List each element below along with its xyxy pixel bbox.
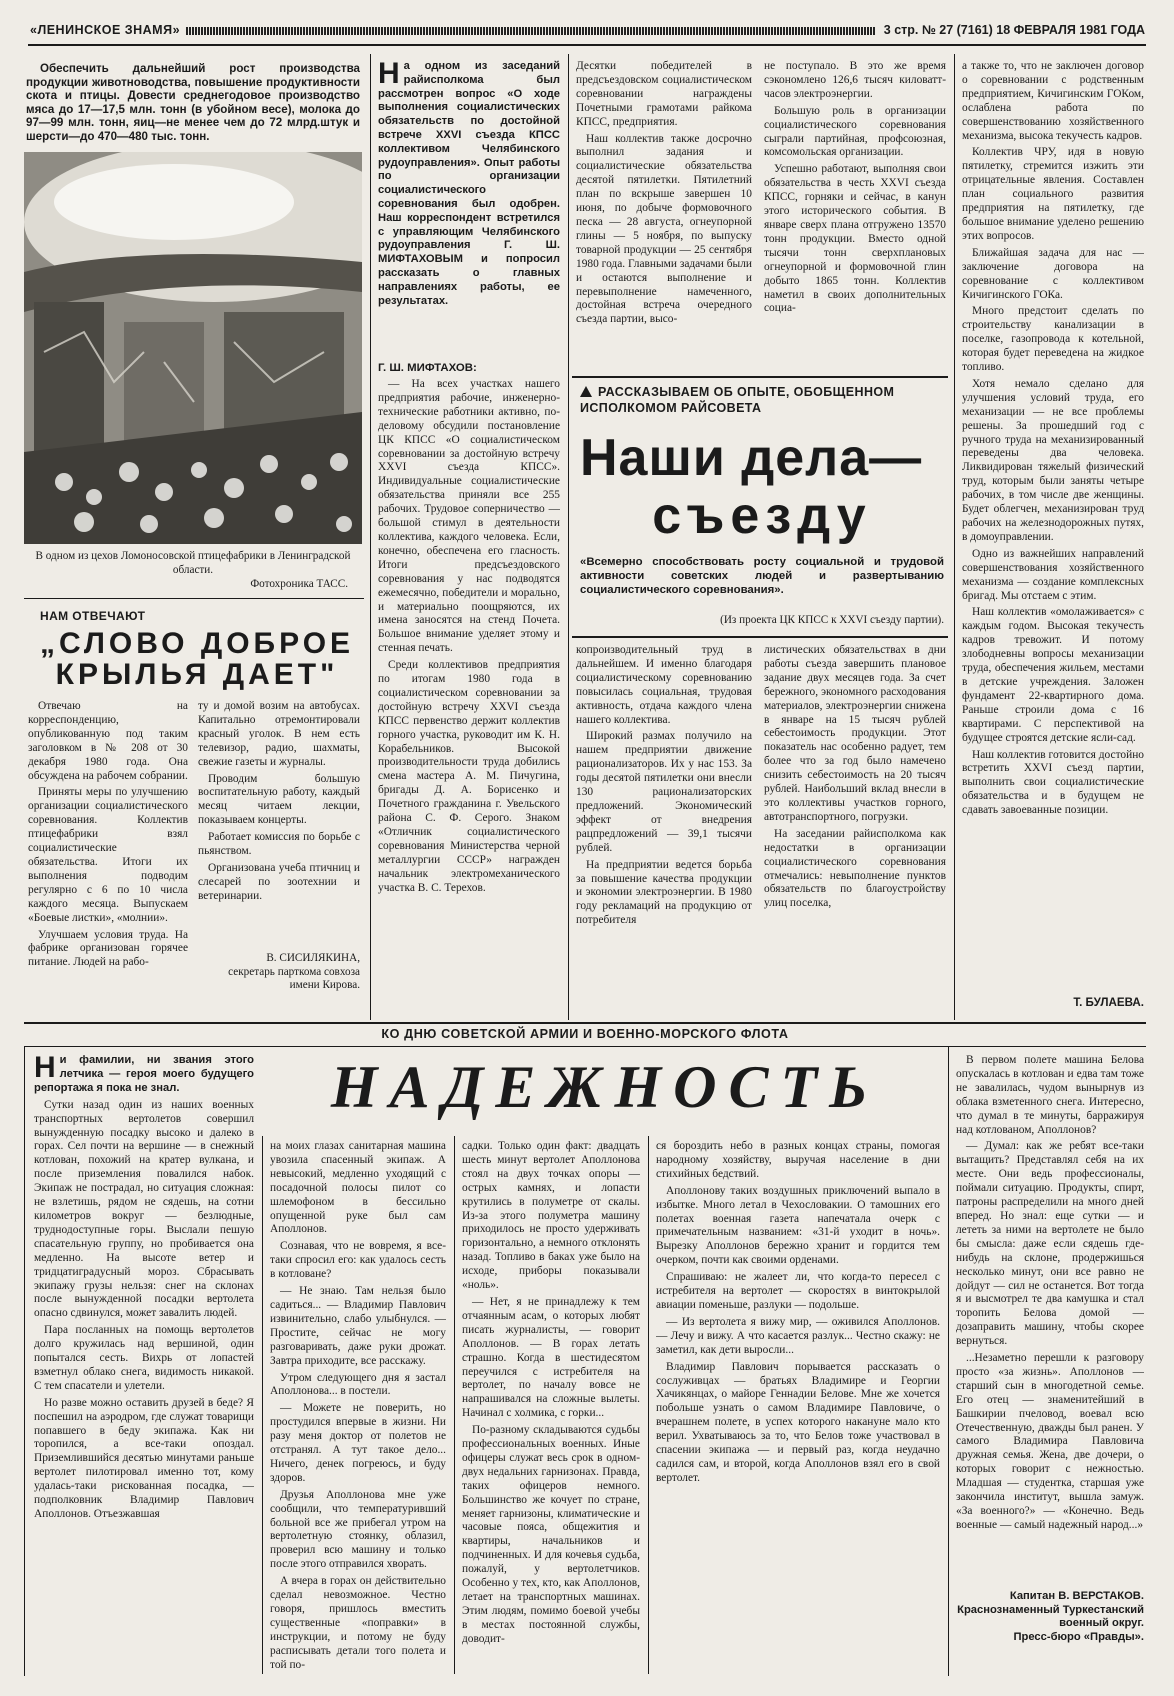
- interview-author: Т. БУЛАЕВА.: [1073, 996, 1144, 1009]
- headline-top-rule: [572, 376, 948, 378]
- text-paragraph: — Думал: как же ребят все-таки вытащить? Представлял себя на их месте. Они ведь профессионалы, поймали ситуацию. Продукты, спирт, патроны распределили на много дней вперед. Но знал: еще сутки — и лететь за ними на вертолете не было бы смысла: даже если сядешь где-нибудь на склоне, продержишься несколько минут, они все равно не дойдут — сил не останется. Вот тогда я и высмотрел те два камушка и стал торопить Белова домой — дозаправить машину, чтобы скорее вернуться.: [956, 1140, 1144, 1348]
- text-paragraph: Аполлонову таких воздушных приключений выпало в избытке. Много летал в Чехословакии. О тамошних его полетах военная газета напечатала очерк с примечательным названием: «31-й уходит в ночь». Вырезку Аполлонов бережно хранит и гордится тем очерком, почти как своими орденами.: [656, 1184, 940, 1267]
- text-paragraph: Широкий размах получило на нашем предприятии движение рационализаторов. Их у нас 153. За годы десятой пятилетки они внесли 130 рационализаторских предложений. Экономический эффект от внедрения рацпредложений — 39,1 тысячи рублей.: [576, 730, 752, 854]
- paper-name: «ЛЕНИНСКОЕ ЗНАМЯ»: [30, 23, 181, 37]
- text-paragraph: Работает комиссия по борьбе с пьянством.: [198, 831, 360, 858]
- headline-epigraph: «Всемерно способствовать росту социальной и трудовой активности советских людей и развертыванию социалистического соревнования».: [580, 556, 944, 596]
- army-banner: КО ДНЮ СОВЕТСКОЙ АРМИИ И ВОЕННО-МОРСКОГО ФЛОТА: [381, 1027, 789, 1041]
- triangle-icon: [580, 386, 592, 397]
- photo-image: [24, 152, 362, 544]
- otvechaem-column-2: [198, 700, 360, 914]
- text-paragraph: ...Незаметно перешли к разговору просто «за жизнь». Аполлонов — старший сын в многодетной семье. Его отец — знаменитейший в Башкирии пчеловод, воевал всю Отечественную, дважды был ранен. У самого Владимира Павловича дружная семья. Жена, две дочери, о которых говорит с нежностью. Младшая — студентка, старшая уже закончила институт, вышла замуж. «За военного?» — «Конечно. Ведь военные — самый надежный народ...»: [956, 1352, 1144, 1531]
- text-paragraph: — Можете не поверить, но простудился впервые в жизни. Ни разу меня доктор от полетов не отстранял. А тут такое дело... Ничего, денек погреюсь, и буду здоров.: [270, 1402, 446, 1484]
- interview-column-f: [962, 60, 1144, 992]
- text-paragraph: Много предстоит сделать по строительству канализации в поселке, газопровода к котельной, которая будет переведена на жидкое топливо.: [962, 305, 1144, 374]
- text-paragraph: Наш коллектив готовится достойно встретить XXVI съезд партии, выполнить свои социалистические обязательства и в будущем не сдавать завоеванные позиции.: [962, 748, 1144, 817]
- army-column-3: [462, 1140, 640, 1674]
- text-paragraph: на моих глазах санитарная машина увозила спасенный экипаж. А невысокий, медленно уходящий с посадочной полосы пилот со шлемофоном в бессильно опущенной руке был сам Аполлонов.: [270, 1140, 446, 1236]
- text-paragraph: Среди коллективов предприятия по итогам 1980 года в социалистическом соревновании за достойную встречу XXVI съезда КПСС первенство держит коллектив горного участка, руководит им К. Н. Корабельников. Высокой производительности труда добились смена мастера А. М. Пичугина, бригады Д. А. Борисенко и Почетного гражданина г. Увельского района С. Ф. Серого. Знаком «Отличник социалистического соревнования Министерства черной металлургии СССР» награжден начальник электромеханического участка В. С. Терехов.: [378, 659, 560, 894]
- text-paragraph: — Не знаю. Там нельзя было садиться... — Владимир Павлович извинительно, слабо улыбнулся. — Простите, сейчас не могу разговаривать, даже руки дрожат. Завтра приходите, все расскажу.: [270, 1285, 446, 1367]
- army-signature: [956, 1590, 1144, 1644]
- signature-name: Капитан В. ВЕРСТАКОВ.: [1009, 1590, 1144, 1602]
- text-paragraph: На заседании райисполкома как недостатки в организации социалистического соревнования отмечались: невыполнение пунктов обязательств по благоустройству улиц поселка,: [764, 827, 946, 910]
- text-paragraph: а также то, что не заключен договор о соревновании с родственным предприятием, Кичигинским ГОКом, ослаблена работа по совершенствованию хозяйственного механизма, высока текучесть кадров.: [962, 60, 1144, 142]
- signature-unit: Краснознаменный Туркестанский военный округ.: [957, 1603, 1144, 1630]
- text-paragraph: — Из вертолета я вижу мир, — оживился Аполлонов. — Лечу и вижу. А что касается разлук... Честно скажу: не заметил, как дети выросли...: [656, 1315, 940, 1356]
- army-column-4: [656, 1140, 940, 1674]
- text-paragraph: — Нет, я не принадлежу к тем отчаянным асам, о которых любят писать журналисты, — говорит Аполлонов. — В горах летать страшно. Когда в шестидесятом переучился с истребителя на вертолет, по началу вовсе не напрашивался на сложные вылеты. Начинал с холмика, с горки...: [462, 1295, 640, 1420]
- text-paragraph: На предприятии ведется борьба за повышение качества продукции и экономии электроэнергии. В 1980 году рекламаций на продукцию от потребителя: [576, 858, 752, 927]
- epigraph-source: (Из проекта ЦК КПСС к XXVI съезду партии).: [720, 614, 944, 626]
- text-paragraph: Наш коллектив «омолаживается» с каждым годом. Высокая текучесть кадров тревожит. И потому злободневны вопросы механизации труда, обеспечения жильем, местами в детские учреждения. Заложен фундамент 22-квартирного дома. Раньше строили дома с 16 квартирами. С перспективой на будущее строятся детские ясли-сад.: [962, 606, 1144, 744]
- text-paragraph: Владимир Павлович порывается рассказать о сослуживцах — братьях Владимире и Георгии Хачикянцах, о майоре Геннадии Белове. Мне же хочется побольше узнать о самом Владимире Павловиче, о вчерашнем полете, в успех которого накануне мало кто верил. Ухватываюсь за то, что Белов тоже участвовал в спасении экипажа — и первый раз, когда неудачно садился сам, и второй, когда Аполлонов взял его в свой вертолет.: [656, 1360, 940, 1484]
- otvechaem-headline: „СЛОВО ДОБРОЕ КРЫЛЬЯ ДАЕТ": [39, 627, 355, 691]
- army-column-2: [270, 1140, 446, 1674]
- section-rule: [24, 598, 364, 599]
- photo-caption: В одном из цехов Ломоносовской птицефабрики в Ленинградской области.: [35, 550, 351, 576]
- section-divider: [24, 1046, 1146, 1047]
- text-paragraph: А вчера в горах он действительно сделал невозможное. Честно говоря, пришлось вместить существенные «поправки» в инструкции, и потому не буду расписывать детали того полета и той по-: [270, 1575, 446, 1671]
- frame-rule: [948, 1046, 949, 1676]
- text-paragraph: Отвечаю на корреспонденцию, опубликованную под таким заголовком в № 208 от 30 декабря 1980 года. Она обсуждена на рабочем собрании.: [28, 700, 188, 782]
- signature-role: секретарь парткома совхоза имени Кирова.: [228, 965, 360, 992]
- text-paragraph: ту и домой возим на автобусах. Капитально отремонтировали красный уголок. В нем есть телевизор, радио, шахматы, свежие газеты и журналы.: [198, 700, 360, 768]
- column-rule: [454, 1136, 455, 1674]
- text-paragraph: По-разному складываются судьбы профессиональных военных. Иные офицеры служат весь срок в одном-двух недальних гарнизонах. Правда, таких офицеров немного. Большинство же кочует по стране, меняет гарнизоны, климатические и часовые пояса, общежития и квартиры, начальников и подчиненных. И для кочевья судьба, пожалуй, у вертолетчиков. Особенно у тех, кто, как Аполлонов, летает на транспортных машинах. Этим людям, помимо боевой учебы в местах постоянной службы, доводит-: [462, 1424, 640, 1645]
- main-headline-line-1: Наши дела—: [580, 429, 923, 487]
- text-paragraph: Друзья Аполлонова мне уже сообщили, что температуривший больной все же прибегал утром на вертолетную стоянку, облазил, проверил всю машину и только после этого отправился хворать.: [270, 1488, 446, 1571]
- interview-column-c: [764, 60, 946, 370]
- text-paragraph: Пара посланных на помощь вертолетов долго кружилась над вершиной, один попытался сесть. Вихрь от лопастей взметнул облако снега, видимость никакой. С тем спасатели и улетели.: [34, 1324, 254, 1392]
- text-paragraph: не поступало. В это же время сэкономлено 126,6 тысяч киловатт-часов электроэнергии.: [764, 60, 946, 100]
- army-headline: НАДЕЖНОСТЬ: [330, 1054, 880, 1120]
- interview-column-a: [378, 378, 560, 1016]
- text-paragraph: копроизводительный труд в дальнейшем. И именно благодаря социалистическому соревнованию повысилась социальная, трудовая активность, отдача каждого члена нашего коллектива.: [576, 644, 752, 726]
- text-paragraph: Десятки победителей в предсъездовском социалистическом соревновании награждены Почетными грамотами райкома КПСС, предприятия.: [576, 60, 752, 128]
- main-headline-line-2: съезду: [652, 487, 872, 545]
- text-paragraph: ся бороздить небо в разных концах страны, помогая народному хозяйству, выручая население в дни стихийных бедствий.: [656, 1140, 940, 1180]
- party-quote-box: Обеспечить дальнейший рост производства продукции животноводства, повышение продуктивности скота и птицы. Довести среднегодовое производство мяса до 17—17,5 млн. тонн (в убойном весе), молока до 97—99 млн. тонн, яиц—не менее чем до 72 млрд.штук и шерсти—до 470—480 тыс. тонн.: [26, 62, 360, 143]
- interview-column-d: [576, 644, 752, 1016]
- text-paragraph: Большую роль в организации социалистического соревнования сыграли партийная, профсоюзная, комсомольская организации.: [764, 104, 946, 159]
- experience-rubric: [580, 384, 948, 416]
- interview-lead: [378, 60, 560, 358]
- text-paragraph: Улучшаем условия труда. На фабрике организован горячее питание. Людей на рабо-: [28, 928, 188, 969]
- intro-paragraph: [34, 1054, 254, 1096]
- text-paragraph: Ближайшая задача для нас — заключение договора на соревнование с коллективом Кичигинского ГОКа.: [962, 246, 1144, 301]
- text-paragraph: Спрашиваю: не жалеет ли, что когда-то пересел с истребителя на вертолет — скоростях в винтокрылой авиации поменьше, разлуки — подольше.: [656, 1271, 940, 1311]
- text-paragraph: Организована учеба птичниц и слесарей по зоотехнии и ветеринарии.: [198, 861, 360, 902]
- text-paragraph: Коллектив ЧРУ, идя в новую пятилетку, стремится изжить эти отрицательные явления. Составлен план социального развития предприятия на пятилетку, где большое внимание уделено решению этих вопросов.: [962, 146, 1144, 242]
- column-rule: [648, 1136, 649, 1674]
- frame-rule: [24, 1046, 25, 1676]
- column-rule: [568, 54, 569, 1020]
- text-paragraph: В первом полете машина Белова опускалась в котлован и едва там тоже не завалилась, чудом вынырнув из облака взметенного снега. Интересно, что думал в те минуты, барражируя над котлованом, Аполлонов?: [956, 1054, 1144, 1136]
- section-divider: [24, 1022, 1146, 1024]
- interview-speaker: Г. Ш. МИФТАХОВ:: [378, 362, 477, 374]
- text-paragraph: листических обязательствах в дни работы съезда завершить плановое задание двух месяцев года. За счет бережного, экономного расходования материалов, электроэнергии снижена в январе на 15 тысяч рублей себестоимость продукции. Этот показатель нас особенно радует, тем более что за год было намечено снизить себестоимость на 20 тысяч рублей. Наибольший вклад внесли в это коллективы участков горного, автотранспортного, погрузки.: [764, 644, 946, 823]
- headline-bottom-rule: [572, 636, 948, 638]
- army-column-5: [956, 1054, 1144, 1586]
- text-paragraph: Проводим большую воспитательную работу, каждый месяц читаем лекции, показываем концерты.: [198, 772, 360, 827]
- otvechaem-rubric: НАМ ОТВЕЧАЮТ: [40, 609, 146, 623]
- text-paragraph: садки. Только один факт: двадцать шесть минут вертолет Аполлонова стоял на двух точках опоры — острых камнях, и лопасти крутились в полуметре от скалы. Из-за этого полуметра машину приходилось не просто удерживать горизонтально, а немного отклонять назад. Топливо в баках уже было на исходе, приборы показывали «ноль».: [462, 1140, 640, 1292]
- text-paragraph: Успешно работают, выполняя свои обязательства в честь XXVI съезда КПСС, горняки и сейчас, в канун этого исторического события. В январе сверх плана отгружено 13570 тонн продукции. Вместо одной тысячи тонн сверхплановых огнеупорной и формовочной глин добыто 1865 тонн. Коллектив наметил в своих дополнительных социа-: [764, 163, 946, 315]
- text-paragraph: — На всех участках нашего предприятия рабочие, инженерно-технические работники активно, по-деловому обсудили постановление ЦК КПСС «О социалистическом соревновании за достойную встречу XXVI съезда КПСС». Индивидуальные социалистические обязательства приняли все 255 рабочих. Трудовое соперничество — большой стимул в деятельности коллектива, каждого человека. Если, конечно, обеспечена его гласность. Итоги предсъездовского соревнования у нас подводятся ежемесячно, победители и морально, и материально поощряются, их имена заносятся на стенд Почета. Большое внимание уделяет этому и стенная печать.: [378, 378, 560, 655]
- text-paragraph: Приняты меры по улучшению организации социалистического соревнования. Коллектив птицефабрики взял социалистические обязательства. Итоги их выполнения подводим регулярно с 6 по 10 числа каждого месяца. Выпускаем «Боевые листки», «молнии».: [28, 786, 188, 924]
- text-paragraph: Сутки назад один из наших военных транспортных вертолетов совершил вынужденную посадку высоко и далеко в горах. Сел почти на вершине — в снежный котлован, похожий на кратер вулкана, и после приземления повалился набок. Экипаж не пострадал, но ситуация сложная: не взлетишь, рядом не сядешь, на сотни километров вокруг — безлюдные, труднодоступные горы. Выслали пешую спасательную группу, но пробивается она медленно. На высоте ветер и тридцатиградусный мороз. Сбрасывать экипажу грузы нельзя: снег на склонах после вынужденной посадки вертолета опасно сдвинулся, может завалить людей.: [34, 1098, 254, 1320]
- intro-text: и фамилии, ни звания этого летчика — героя моего будущего репортажа я пока не знал.: [34, 1054, 254, 1094]
- lead-text: а одном из заседаний райисполкома был рассмотрен вопрос «О ходе выполнения социалистических обязательств по достойной встрече XXVI съезда КПСС коллективом Челябинского рудоуправления». Опыт работы по организации социалистического соревнования был одобрен. Наш корреспондент встретился с управляющим Челябинского рудоуправления Г. Ш. МИФТАХОВЫМ и попросил рассказать о главных направлениях работы, ее результатах.: [378, 60, 560, 307]
- masthead-rule: [186, 27, 876, 35]
- issue-line: 3 стр. № 27 (7161) 18 ФЕВРАЛЯ 1981 ГОДА: [883, 23, 1145, 37]
- dropcap: Н: [34, 1054, 56, 1084]
- otvechaem-signature: [198, 952, 360, 993]
- column-rule: [954, 54, 955, 1020]
- text-paragraph: Сознавая, что не вовремя, я все-таки спросил его: как удалось сесть в котловане?: [270, 1240, 446, 1281]
- column-rule: [262, 1136, 263, 1674]
- text-paragraph: Одно из важнейших направлений совершенствования хозяйственного механизма — создание комплексных бригад. Мы отстаем с этим.: [962, 547, 1144, 602]
- column-rule: [370, 54, 371, 1020]
- text-paragraph: Утром следующего дня я застал Аполлонова... в постели.: [270, 1371, 446, 1398]
- poultry-factory-photo: [24, 152, 362, 544]
- dropcap: Н: [378, 60, 400, 90]
- text-paragraph: Хотя немало сделано для улучшения условий труда, его механизации — не все проблемы решены. За прошедший год с ручного труда на механизированный переведены два человека. Ликвидирован тяжелый физический труд, которым были заняты четыре рабочих, в том числе две женщины. Будет облегчен, механизирован труд рабочих на железнодорожных путях, в домоуправлении.: [962, 377, 1144, 543]
- otvechaem-column-1: [28, 700, 188, 1014]
- text-paragraph: Наш коллектив также досрочно выполнил задания и социалистические обязательства десятой пятилетки. Пятилетний план по вскрыше завершен 10 июня, по добыче формовочного песка — 28 августа, огнеупорной глины — 5 ноября, по выпуску товарной продукции — 25 сентября 1980 года. Главными задачами были и остаются выполнение и перевыполнение намеченного, достойная встреча очередного съезда партии, высо-: [576, 132, 752, 326]
- text-paragraph: Но разве можно оставить друзей в беде? Я поспешил на аэродром, где служат товарищи попавшего в беду экипажа. Как ни торопился, а все-таки опоздал. Приземлившийся десятью минутами раньше вертолет пилотировал именно тот, кому удалась-таки рискованная посадка, — подполковник Владимир Павлович Аполлонов. Отъезжавшая: [34, 1396, 254, 1520]
- interview-column-e: [764, 644, 946, 1016]
- signature-source: Пресс-бюро «Правды».: [1013, 1630, 1144, 1643]
- army-column-1: [34, 1054, 254, 1672]
- interview-column-b: [576, 60, 752, 370]
- photo-credit: Фотохроника ТАСС.: [250, 578, 348, 590]
- masthead-underline: [28, 44, 1146, 46]
- rubric-text: РАССКАЗЫВАЕМ ОБ ОПЫТЕ, ОБОБЩЕННОМ ИСПОЛКОМОМ РАЙСОВЕТА: [580, 385, 895, 415]
- signature-name: В. СИСИЛЯКИНА,: [266, 952, 360, 964]
